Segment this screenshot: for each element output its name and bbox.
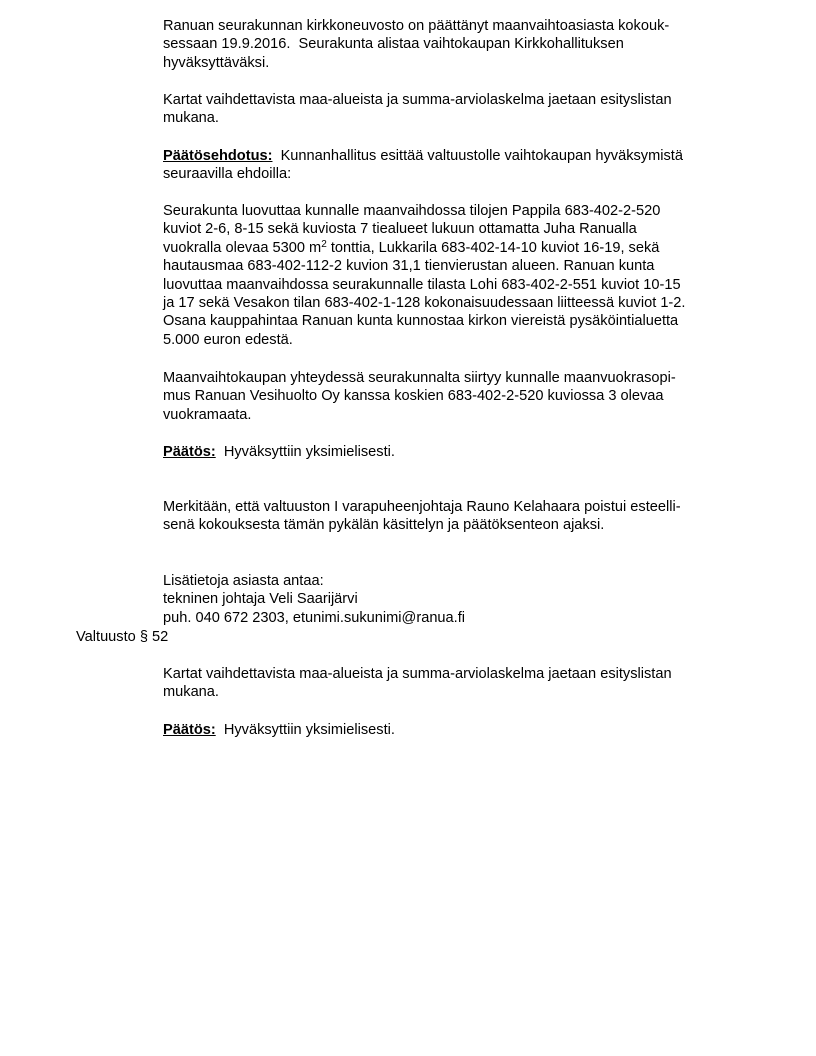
text-line — [163, 721, 763, 739]
text-line — [163, 443, 763, 461]
text-line: Lisätietoja asiasta antaa: — [163, 573, 324, 589]
proposal-text: Kunnanhallitus esittää valtuustolle vaihtokaupan hyväksymistä — [280, 148, 683, 164]
lease-paragraph — [163, 369, 763, 424]
text-line: senä kokouksesta tämän pykälän käsittelyn ja päätöksenteon ajaksi. — [163, 517, 605, 534]
text-line: sessaan 19.9.2016. Seurakunta alistaa vaihtokaupan Kirkkohallituksen — [163, 36, 624, 53]
decision-text: Hyväksyttiin yksimielisesti. — [223, 722, 395, 738]
section-heading: Valtuusto § 52 — [76, 629, 169, 645]
text-line: Seurakunta luovuttaa kunnalle maanvaihdossa tilojen Pappila 683-402-2-520 — [163, 203, 661, 219]
text-line: 5.000 euron edestä. — [163, 331, 293, 348]
text-line: Ranuan seurakunnan kirkkoneuvosto on päättänyt maanvaihtoasiasta kokouk- — [163, 18, 670, 34]
proposal-label: Päätösehdotus: — [163, 148, 273, 164]
text-line: Merkitään, että valtuuston I varapuheenjohtaja Rauno Kelahaara poistui esteelli- — [163, 499, 681, 515]
text-line: mukana. — [163, 684, 219, 701]
text-line — [163, 239, 763, 257]
text-line: ja 17 sekä Vesakon tilan 683-402-1-128 kokonaisuudessaan liitteessä kuviot 1-2. — [163, 295, 686, 312]
terms-paragraph — [163, 202, 763, 349]
text-line: Kartat vaihdettavista maa-alueista ja summa-arviolaskelma jaetaan esityslistan — [163, 92, 672, 108]
proposal-paragraph — [163, 147, 763, 184]
text-line: seuraavilla ehdoilla: — [163, 166, 292, 183]
text-line: luovuttaa maanvaihdossa seurakunnalle tilasta Lohi 683-402-2-551 kuviot 10-15 — [163, 276, 681, 293]
text-line: Maanvaihtokaupan yhteydessä seurakunnalta siirtyy kunnalle maanvuokrasopi- — [163, 370, 676, 386]
text-line: puh. 040 672 2303, etunimi.sukunimi@ranua.fi — [163, 609, 466, 626]
text-line: tekninen johtaja Veli Saarijärvi — [163, 591, 358, 608]
decision-paragraph — [163, 721, 763, 739]
text-segment: vuokralla olevaa 5300 m — [163, 239, 322, 256]
maps-note-paragraph — [163, 91, 763, 128]
decision-label: Päätös: — [163, 722, 216, 738]
text-line: Kartat vaihdettavista maa-alueista ja summa-arviolaskelma jaetaan esityslistan — [163, 666, 672, 682]
decision-paragraph — [163, 443, 763, 461]
text-line: hyväksyttäväksi. — [163, 54, 270, 71]
text-line — [163, 147, 763, 165]
contact-info — [163, 572, 763, 627]
text-line: mus Ranuan Vesihuolto Oy kanssa koskien 683-402-2-520 kuviossa 3 olevaa — [163, 388, 664, 405]
decision-text: Hyväksyttiin yksimielisesti. — [223, 444, 395, 460]
decision-label: Päätös: — [163, 444, 216, 460]
text-line: hautausmaa 683-402-112-2 kuvion 31,1 tienvierustan alueen. Ranuan kunta — [163, 258, 655, 275]
superscript: 2 — [321, 238, 327, 250]
text-line: kuviot 2-6, 8-15 sekä kuviosta 7 tiealueet lukuun ottamatta Juha Ranualla — [163, 221, 637, 238]
intro-paragraph — [163, 17, 763, 72]
text-line: mukana. — [163, 110, 219, 127]
text-line: Osana kauppahintaa Ranuan kunta kunnostaa kirkon viereistä pysäköintialuetta — [163, 313, 679, 330]
text-segment: tonttia, Lukkarila 683-402-14-10 kuviot 16-19, sekä — [326, 239, 660, 256]
text-line: vuokramaata. — [163, 406, 252, 423]
recusal-paragraph — [163, 498, 763, 535]
maps-note-paragraph — [163, 665, 763, 702]
